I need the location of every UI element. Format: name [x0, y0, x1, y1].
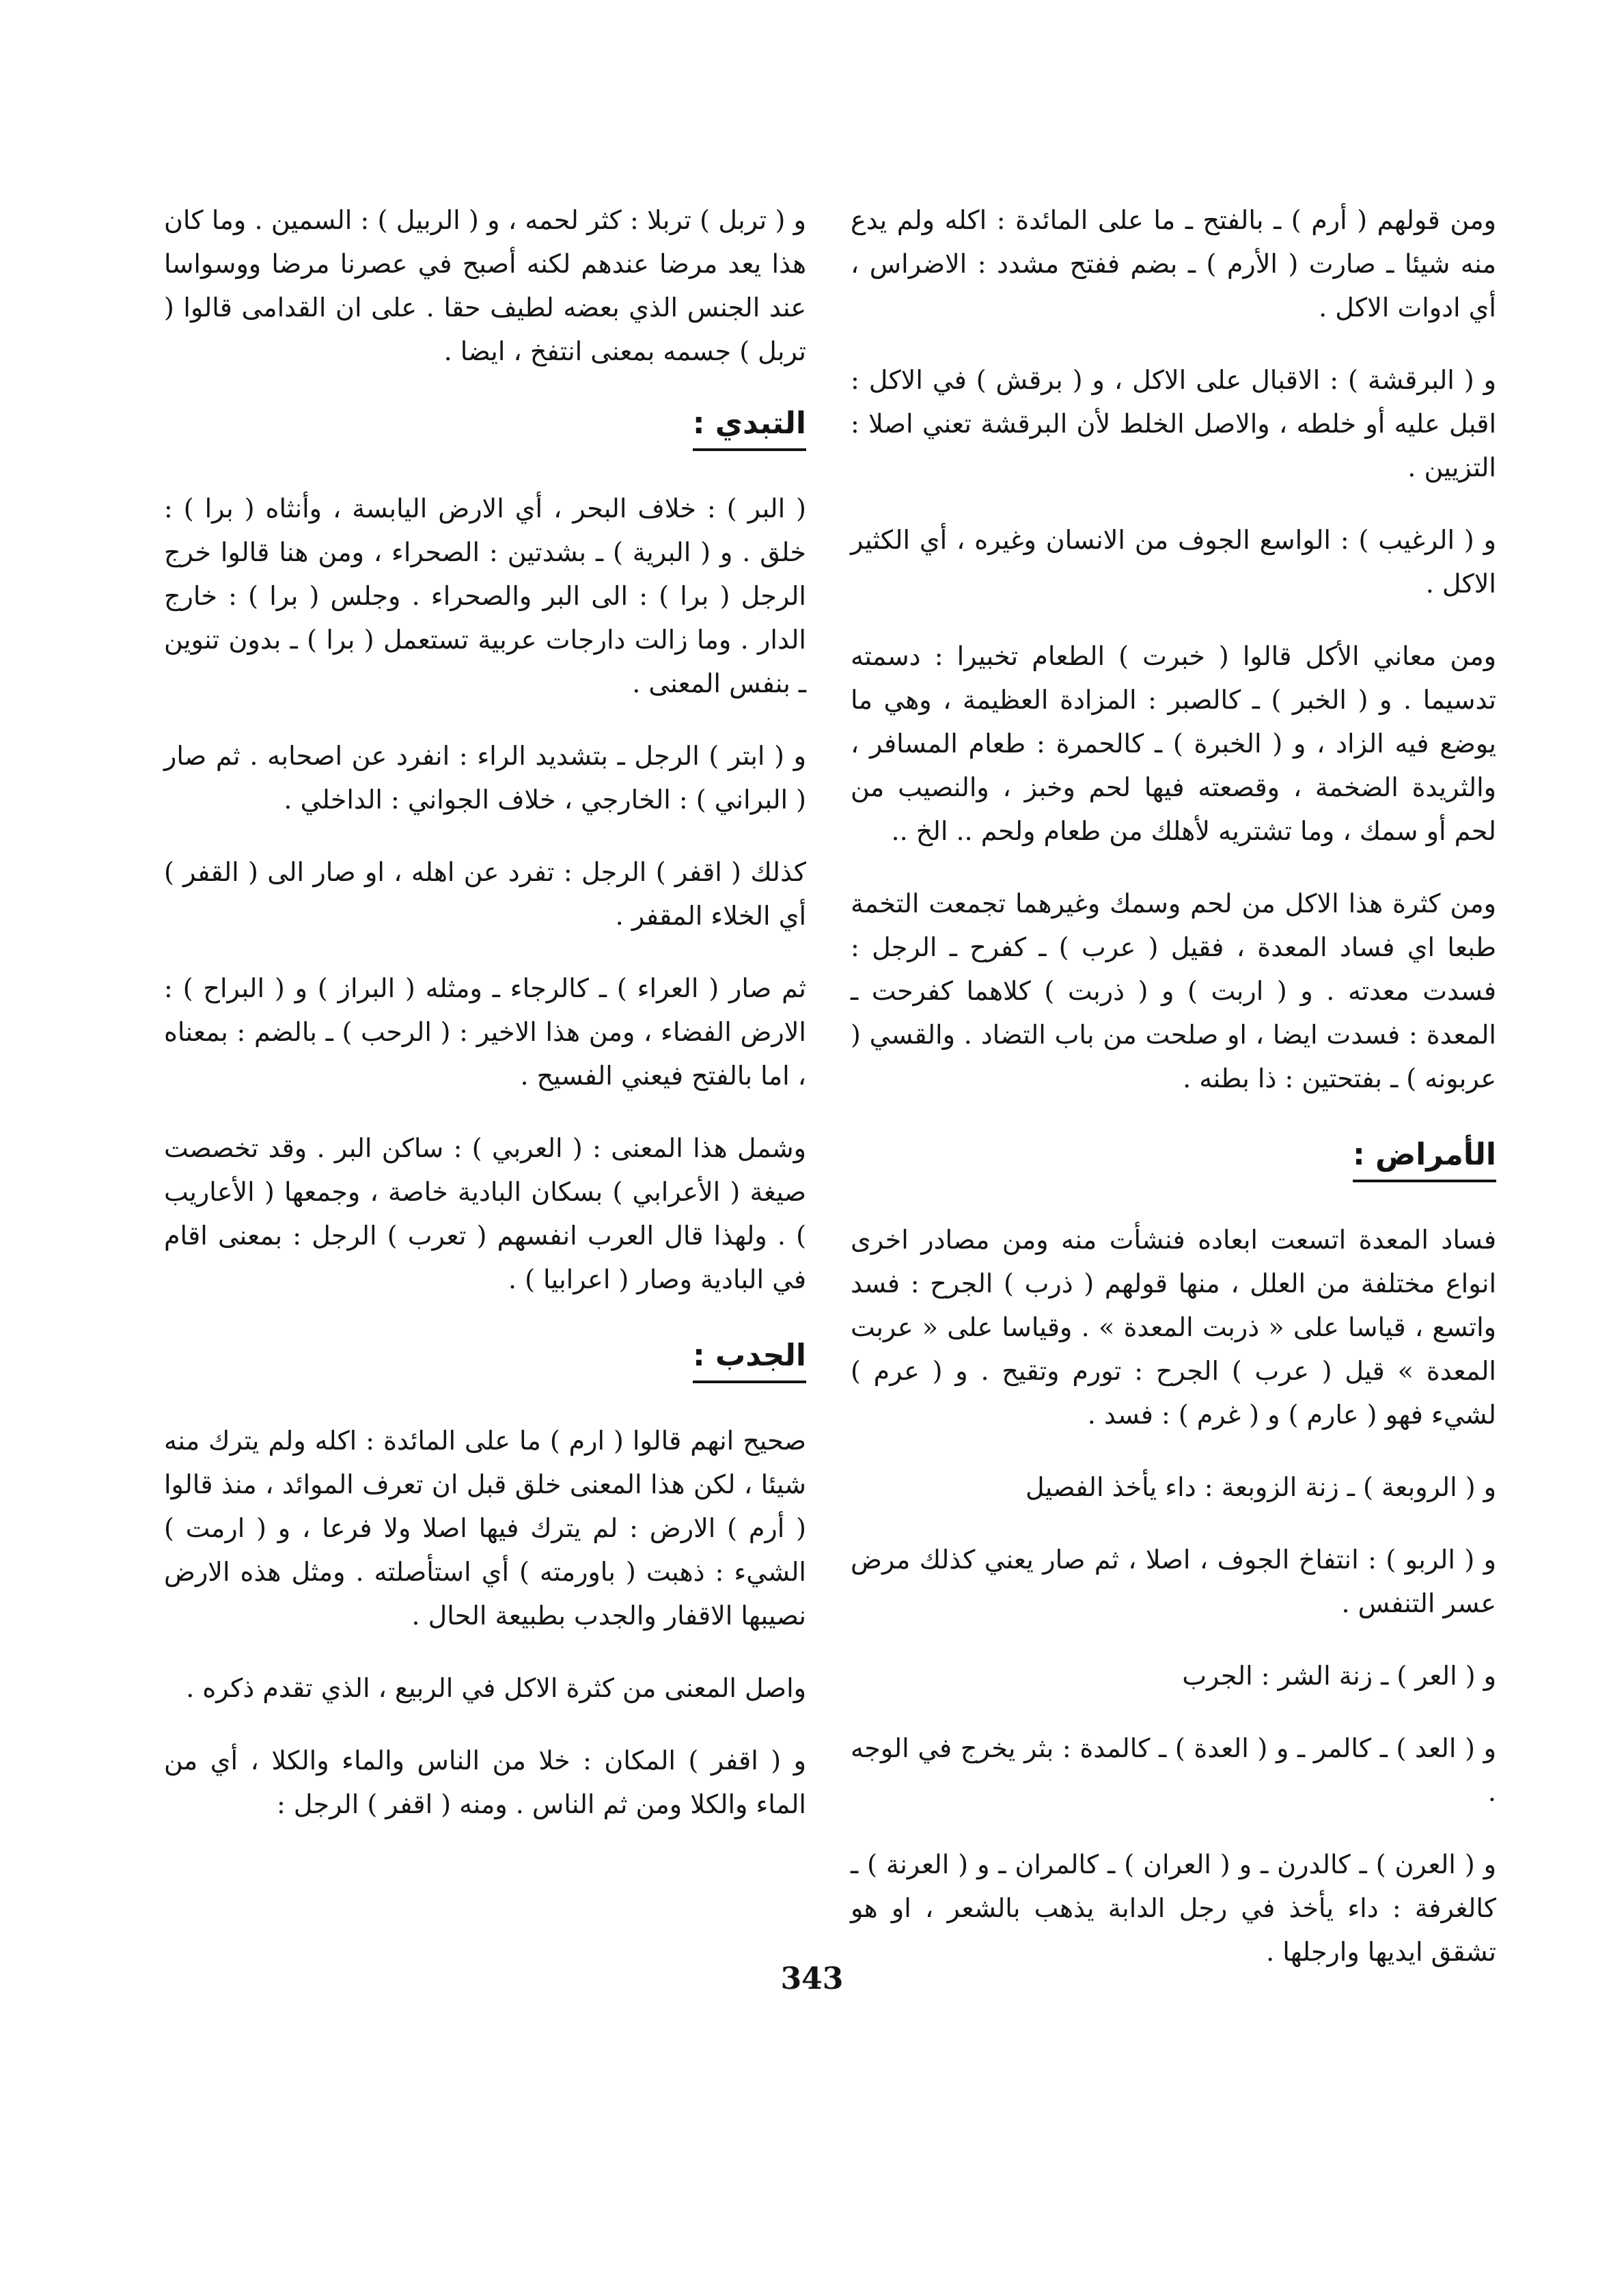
paragraph: و ( تربل ) تربلا : كثر لحمه ، و ( الربيل ) : السمين . وما كان هذا يعد مرضا عندهم لكنه أصبح في عصرنا مرضا ووسواسا عند الجنس الذي بعضه لطيف حقا . على ان القدامى قالوا ( تربل ) جسمه بمعنى انتفخ ، ايضا . — [164, 205, 806, 366]
paragraph: ( البر ) : خلاف البحر ، أي الارض اليابسة ، وأنثاه ( برا ) : خلق . و ( البرية ) ـ بشدتين : الصحراء ، ومن هنا قالوا خرج الرجل ( برا ) : الى البر والصحراء . وجلس ( برا ) : خارج الدار . وما زالت دارجات عربية تستعمل ( برا ) ـ بدون تنوين ـ بنفس المعنى . — [164, 493, 806, 698]
paragraph: و ( العد ) ـ كالمر ـ و ( العدة ) ـ كالمدة : بثر يخرج في الوجه . — [851, 1733, 1496, 1807]
paragraph: كذلك ( اقفر ) الرجل : تفرد عن اهله ، او صار الى ( القفر ) أي الخلاء المقفر . — [164, 857, 806, 931]
paragraph: و ( العر ) ـ زنة الشر : الجرب — [1182, 1661, 1496, 1691]
paragraph: وشمل هذا المعنى : ( العربي ) : ساكن البر . وقد تخصصت صيغة ( الأعرابي ) بسكان البادية خاصة ، وجمعها ( الأعاريب ) . ولهذا قال العرب انفسهم ( تعرب ) الرجل : بمعنى اقام في البادية وصار ( اعرابيا ) . — [164, 1133, 806, 1294]
paragraph: و ( ابتر ) الرجل ـ بتشديد الراء : انفرد عن اصحابه . ثم صار ( البراني ) : الخارجي ، خلاف الجواني : الداخلي . — [164, 741, 806, 815]
paragraph: ومن كثرة هذا الاكل من لحم وسمك وغيرهما تجمعت التخمة طبعا اي فساد المعدة ، فقيل ( عرب ) ـ كفرح ـ الرجل : فسدت معدته . و ( اربت ) و ( ذربت ) كلاهما كفرحت ـ المعدة : فسدت ايضا ، او صلحت من باب التضاد . والقسي ( عربونه ) ـ بفتحتين : ذا بطنه . — [851, 888, 1496, 1093]
right-column — [851, 198, 1496, 2002]
paragraph: صحيح انهم قالوا ( ارم ) ما على المائدة : اكله ولم يترك منه شيئا ، لكن هذا المعنى خلق قبل ان تعرف الموائد ، منذ قالوا ( أرم ) الارض : لم يترك فيها اصلا ولا فرعا ، و ( ارمت ) الشيء : ذهبت ( باورمته ) أي استأصلته . ومثل هذه الارض نصيبها الاقفار والجدب بطبيعة الحال . — [164, 1426, 806, 1631]
paragraph: و ( الربو ) : انتفاخ الجوف ، اصلا ، ثم صار يعني كذلك مرض عسر التنفس . — [851, 1545, 1496, 1618]
paragraph: و ( العرن ) ـ كالدرن ـ و ( العران ) ـ كالمران ـ و ( العرنة ) ـ كالغرفة : داء يأخذ في رجل الدابة يذهب بالشعر ، او هو تشقق ايديها وارجلها . — [851, 1849, 1496, 1967]
paragraph: و ( الرغيب ) : الواسع الجوف من الانسان وغيره ، أي الكثير الاكل . — [851, 525, 1496, 599]
paragraph: و ( الروبعة ) ـ زنة الزوبعة : داء يأخذ الفصيل — [1026, 1472, 1496, 1502]
paragraph: ومن قولهم ( أرم ) ـ بالفتح ـ ما على المائدة : اكله ولم يدع منه شيئا ـ صارت ( الأرم ) ـ بضم ففتح مشدد : الاضراس ، أي ادوات الاكل . — [851, 205, 1496, 323]
left-column — [164, 198, 806, 1855]
section-heading-amrad: الأمراض : — [1353, 1133, 1496, 1182]
paragraph: و ( اقفر ) المكان : خلا من الناس والماء والكلا ، أي من الماء والكلا ومن ثم الناس . ومنه ( اقفر ) الرجل : — [164, 1745, 806, 1819]
paragraph: فساد المعدة اتسعت ابعاده فنشأت منه ومن مصادر اخرى انواع مختلفة من العلل ، منها قولهم ( ذرب ) الجرح : فسد واتسع ، قياسا على « ذربت المعدة » . وقياسا على « عربت المعدة » قيل ( عرب ) الجرح : تورم وتقيح . و ( عرم ) لشيء فهو ( عارم ) و ( غرم ) : فسد . — [851, 1225, 1496, 1430]
section-heading-jadb: الجدب : — [693, 1334, 806, 1383]
page-number: 343 — [780, 1961, 844, 1996]
paragraph: ومن معاني الأكل قالوا ( خبرت ) الطعام تخبيرا : دسمته تدسيما . و ( الخبر ) ـ كالصبر : المزادة العظيمة ، وهي ما يوضع فيه الزاد ، و ( الخبرة ) ـ كالحمرة : طعام المسافر ، والثريدة الضخمة ، وقصعته فيها لحم وخبز ، والنصيب من لحم أو سمك ، وما تشتريه لأهلك من طعام ولحم .. الخ .. — [851, 641, 1496, 846]
paragraph: واصل المعنى من كثرة الاكل في الربيع ، الذي تقدم ذكره . — [186, 1673, 806, 1703]
section-heading-tabaddi: التبدي : — [693, 402, 806, 451]
paragraph: و ( البرقشة ) : الاقبال على الاكل ، و ( برقش ) في الاكل : اقبل عليه أو خلطه ، والاصل الخلط لأن البرقشة تعني اصلا : التزيين . — [851, 365, 1496, 482]
paragraph: ثم صار ( العراء ) ـ كالرجاء ـ ومثله ( البراز ) و ( البراح ) : الارض الفضاء ، ومن هذا الاخير : ( الرحب ) ـ بالضم : بمعناه ، اما بالفتح فيعني الفسيح . — [164, 973, 806, 1091]
